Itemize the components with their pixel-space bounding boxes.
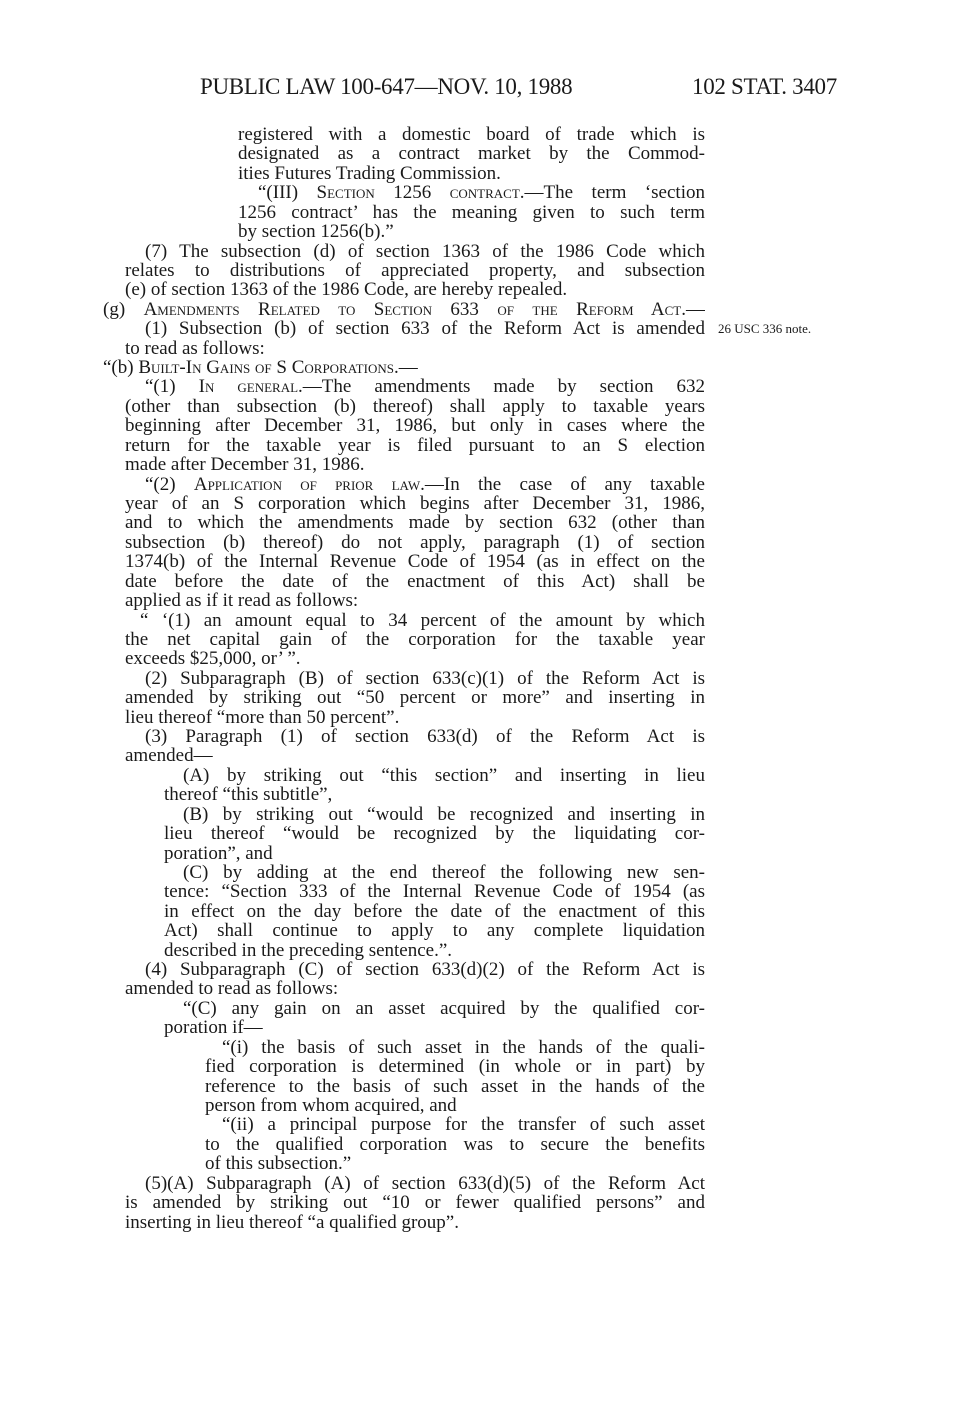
text-line — [238, 222, 705, 242]
line-text: “(III) — [258, 183, 317, 204]
line-text: tence: “Section 333 of the Internal Revenue Code of 1954 (as — [164, 882, 705, 903]
line-text: applied as if it read as follows: — [125, 590, 359, 612]
line-text: “(b) — [103, 357, 139, 379]
line-text: .—In the case of any taxable — [420, 474, 705, 495]
text-line — [222, 1115, 705, 1135]
line-text: by section 1256(b).” — [238, 221, 394, 243]
text-line — [103, 300, 705, 320]
text-line — [145, 669, 705, 689]
line-text: to read as follows: — [125, 337, 265, 359]
text-line — [145, 475, 705, 495]
section-heading-text: Section 1256 contract — [316, 183, 520, 204]
section-heading-text: Built-In Gains of S Corporations — [138, 357, 394, 379]
text-line — [222, 1038, 705, 1058]
line-text: (7) The subsection (d) of section 1363 of the 1986 Code which — [145, 241, 705, 262]
line-text: “(C) any gain on an asset acquired by the qualified cor- — [183, 998, 705, 1019]
text-line — [238, 164, 705, 184]
line-text: (C) by adding at the end thereof the following new sen- — [183, 862, 705, 883]
text-line — [125, 572, 705, 592]
text-line — [125, 436, 705, 456]
text-line — [125, 280, 705, 300]
line-text: subsection (b) thereof) do not apply, paragraph (1) of section — [125, 532, 705, 553]
line-text: fied corporation is determined (in whole or in part) by — [205, 1057, 705, 1078]
text-line — [125, 649, 705, 669]
text-line — [145, 242, 705, 262]
line-text: to the qualified corporation was to secure the benefits — [205, 1134, 705, 1155]
text-line — [125, 979, 705, 999]
line-text: 1374(b) of the Internal Revenue Code of 1954 (as in effect on the — [125, 552, 705, 573]
line-text: (B) by striking out “would be recognized and inserting in — [183, 804, 705, 825]
public-law-title: PUBLIC LAW 100-647—NOV. 10, 1988 — [200, 74, 573, 99]
text-line — [125, 591, 705, 611]
text-line — [125, 339, 705, 359]
text-line — [205, 1077, 705, 1097]
line-text: person from whom acquired, and — [205, 1095, 457, 1116]
margin-citation-note: 26 USC 336 note. — [718, 321, 812, 337]
section-heading-text: Application of prior law — [193, 474, 421, 495]
text-line — [238, 125, 705, 145]
line-text: and to which the amendments made by section 632 (other than — [125, 513, 705, 534]
text-line — [125, 494, 705, 514]
line-text: poration”, and — [164, 842, 273, 864]
line-text: is amended by striking out “10 or fewer qualified persons” and — [125, 1193, 705, 1214]
text-line — [164, 941, 705, 961]
line-text: in effect on the day before the date of the enactment of this — [164, 901, 705, 922]
text-line — [125, 261, 705, 281]
line-text: “(i) the basis of such asset in the hands of the quali- — [222, 1037, 705, 1058]
text-line — [125, 455, 705, 475]
line-text: .— — [393, 357, 418, 379]
line-text: (1) Subsection (b) of section 633 of the Reform Act is amended — [145, 319, 705, 340]
line-text: year of an S corporation which begins after December 31, 1986, — [125, 493, 705, 514]
line-text: Act) shall continue to apply to any complete liquidation — [164, 921, 705, 942]
text-line — [145, 960, 705, 980]
line-text: beginning after December 31, 1986, but only in cases where the — [125, 416, 705, 437]
text-line — [125, 533, 705, 553]
text-line — [205, 1096, 705, 1116]
text-line — [258, 183, 705, 203]
text-line — [125, 746, 705, 766]
line-text: of this subsection.” — [205, 1153, 352, 1175]
line-text: amended by striking out “50 percent or more” and inserting in — [125, 688, 705, 709]
line-text: amended to read as follows: — [125, 978, 339, 1000]
line-text: “(2) — [145, 474, 194, 495]
text-line — [125, 552, 705, 572]
line-text: (3) Paragraph (1) of section 633(d) of the Reform Act is — [145, 727, 705, 748]
text-line — [164, 824, 705, 844]
line-text: thereof “this subtitle”, — [164, 784, 333, 806]
line-text: described in the preceding sentence.”. — [164, 939, 453, 961]
line-text: “ ‘(1) an amount equal to 34 percent of the amount by which — [140, 610, 705, 631]
text-line — [238, 144, 705, 164]
text-line — [183, 863, 705, 883]
line-text: .—The amendments made by section 632 — [298, 377, 705, 398]
line-text: 1256 contract’ has the meaning given to such term — [238, 202, 705, 223]
line-text: (4) Subparagraph (C) of section 633(d)(2) of the Reform Act is — [145, 960, 705, 981]
line-text: amended— — [125, 745, 213, 767]
text-line — [164, 1018, 705, 1038]
line-text: .— — [681, 299, 705, 320]
line-text: (A) by striking out “this section” and inserting in lieu — [183, 765, 705, 786]
text-line — [183, 766, 705, 786]
text-line — [205, 1135, 705, 1155]
text-line — [164, 844, 705, 864]
text-line — [125, 1213, 705, 1233]
line-text: made after December 31, 1986. — [125, 454, 365, 476]
text-line — [140, 611, 705, 631]
line-text: designated as a contract market by the Commod- — [238, 144, 705, 165]
text-line — [125, 416, 705, 436]
text-line — [183, 999, 705, 1019]
text-line — [145, 319, 705, 339]
text-line — [145, 377, 705, 397]
text-line — [164, 882, 705, 902]
line-text: “(ii) a principal purpose for the transfer of such asset — [222, 1115, 705, 1136]
line-text: (5)(A) Subparagraph (A) of section 633(d)(5) of the Reform Act — [145, 1173, 705, 1194]
line-text: ities Futures Trading Commission. — [238, 162, 501, 184]
stat-page-number: 102 STAT. 3407 — [692, 74, 837, 99]
text-line — [145, 727, 705, 747]
section-heading-text: Amendments Related to Section 633 of the Reform Act — [143, 299, 682, 320]
line-text: registered with a domestic board of trade which is — [238, 125, 705, 145]
line-text: .—The term ‘section — [519, 183, 705, 204]
line-text: lieu thereof “would be recognized by the liquidating cor- — [164, 824, 705, 845]
line-text: the net capital gain of the corporation for the taxable year — [125, 629, 705, 650]
line-text: (2) Subparagraph (B) of section 633(c)(1) of the Reform Act is — [145, 668, 705, 689]
text-line — [238, 203, 705, 223]
text-line — [125, 513, 705, 533]
text-line — [183, 805, 705, 825]
line-text: inserting in lieu thereof “a qualified group”. — [125, 1211, 459, 1233]
text-line — [125, 1193, 705, 1213]
line-text: exceeds $25,000, or’ ”. — [125, 648, 301, 670]
text-line — [125, 708, 705, 728]
text-line — [103, 358, 705, 378]
text-line — [125, 688, 705, 708]
text-line — [125, 397, 705, 417]
line-text: date before the date of the enactment of this Act) shall be — [125, 571, 705, 592]
line-text: “(1) — [145, 377, 199, 398]
section-heading-text: In general — [198, 377, 299, 398]
text-line — [164, 785, 705, 805]
line-text: return for the taxable year is filed pursuant to an S election — [125, 435, 705, 456]
text-line — [125, 630, 705, 650]
text-line — [205, 1057, 705, 1077]
text-line — [145, 1174, 705, 1194]
line-text: (g) — [103, 299, 144, 320]
text-line — [164, 921, 705, 941]
line-text: lieu thereof “more than 50 percent”. — [125, 706, 400, 728]
line-text: (other than subsection (b) thereof) shall apply to taxable years — [125, 396, 705, 417]
text-line — [164, 902, 705, 922]
line-text: poration if— — [164, 1017, 263, 1039]
text-line — [205, 1154, 705, 1174]
line-text: (e) of section 1363 of the 1986 Code, are hereby repealed. — [125, 279, 568, 301]
line-text: relates to distributions of appreciated property, and subsection — [125, 260, 705, 281]
line-text: reference to the basis of such asset in the hands of the — [205, 1076, 705, 1097]
